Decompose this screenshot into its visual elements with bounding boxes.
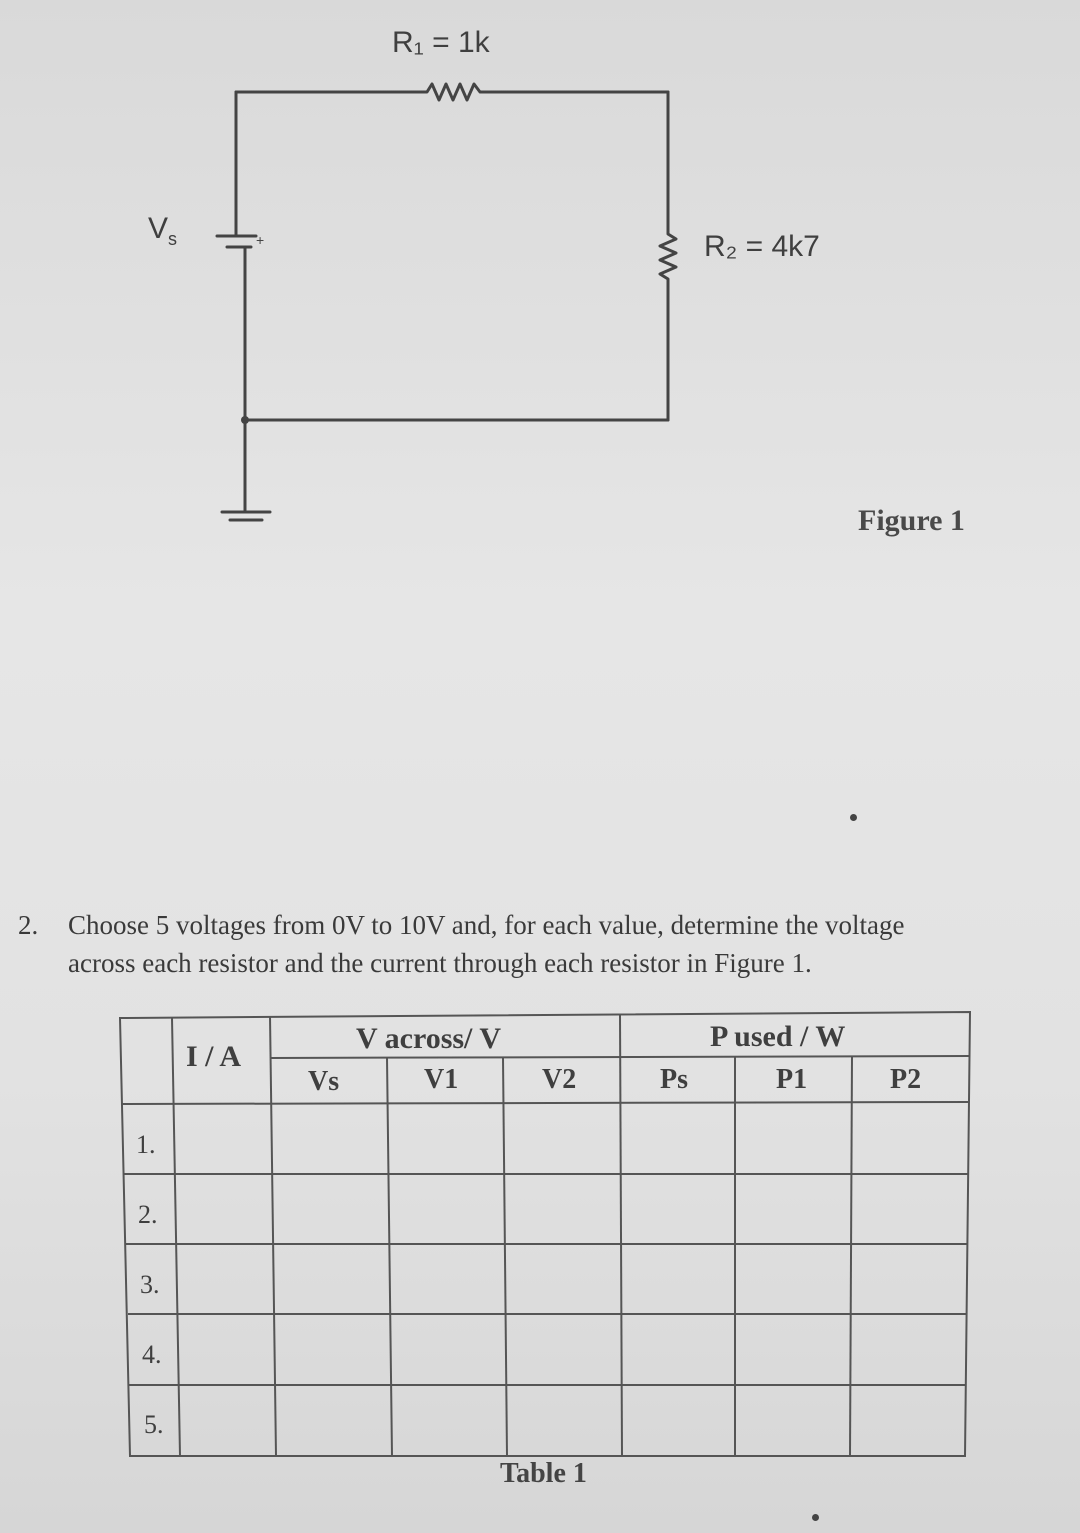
row-label-4: 4. [142, 1340, 162, 1369]
row-label-2: 2. [138, 1200, 158, 1229]
row-label-3: 3. [140, 1270, 160, 1299]
question-text-1: Choose 5 voltages from 0V to 10V and, for each value, determine the voltage [68, 910, 905, 940]
col-v1: V1 [424, 1064, 459, 1095]
r2-label: R₂ = 4k7 [704, 230, 820, 263]
vs-label-sub: s [168, 229, 178, 249]
col-v2: V2 [542, 1064, 577, 1095]
col-p1: P1 [776, 1064, 808, 1095]
row-label-5: 5. [144, 1410, 164, 1439]
voltage-group-header: V across/ V [356, 1022, 502, 1055]
stray-dot [812, 1514, 819, 1521]
question-line-2: across each resistor and the current through each resistor in Figure 1. [68, 948, 812, 978]
table-caption: Table 1 [500, 1458, 587, 1489]
question-number: 2. [18, 910, 39, 940]
stray-dot [850, 814, 857, 821]
battery-plus-sign: + [256, 232, 265, 248]
col-ps: Ps [660, 1064, 688, 1095]
figure-caption: Figure 1 [858, 504, 965, 537]
col-p2: P2 [890, 1064, 922, 1095]
col-vs: Vs [308, 1066, 340, 1097]
row-label-1: 1. [136, 1130, 156, 1159]
current-header: I / A [186, 1040, 242, 1073]
vs-label-main: V [148, 212, 169, 245]
r1-label: R₁ = 1k [392, 26, 490, 59]
power-group-header: P used / W [710, 1020, 846, 1053]
